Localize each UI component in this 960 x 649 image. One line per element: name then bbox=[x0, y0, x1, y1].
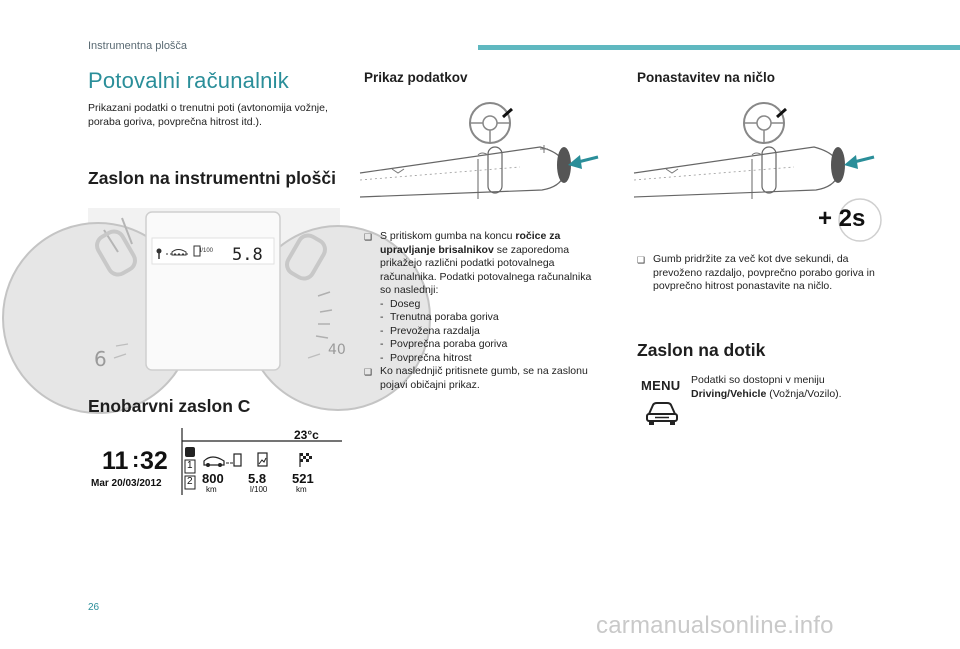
reset-stalk-illustration bbox=[634, 95, 884, 235]
touch-text-post: (Vožnja/Vozilo). bbox=[766, 388, 842, 400]
reading-consumption-unit: l/100 bbox=[250, 485, 268, 494]
instrument-panel-heading: Zaslon na instrumentni plošči bbox=[88, 168, 336, 188]
bullet-row-normal bbox=[364, 365, 604, 392]
list-item: - Trenutna poraba goriva bbox=[380, 311, 499, 323]
clock-minutes: 32 bbox=[140, 447, 168, 475]
list-item-text: Povprečna poraba goriva bbox=[390, 338, 508, 350]
list-item-text: Prevožena razdalja bbox=[390, 324, 480, 337]
touchscreen-heading: Zaslon na dotik bbox=[637, 340, 766, 360]
list-item-text: Doseg bbox=[390, 297, 421, 310]
hold-duration-badge: + 2s bbox=[818, 205, 866, 232]
list-item: - Povprečna hitrost bbox=[380, 351, 472, 364]
clock-hours: 11 bbox=[102, 447, 129, 475]
instrument-unit-label: l/100 bbox=[200, 248, 214, 254]
touch-text-pre: Podatki so dostopni v meniju bbox=[691, 374, 825, 386]
monochrome-display-illustration bbox=[80, 425, 342, 497]
reset-bullets bbox=[637, 253, 882, 294]
list-item: - Doseg bbox=[380, 297, 421, 310]
menu-vehicle-label: Vehicle bbox=[730, 388, 767, 400]
mono-display-heading: Enobarvni zaslon C bbox=[88, 396, 251, 416]
bullet-text-pre: S pritiskom gumba na koncu bbox=[380, 230, 516, 242]
bullet-text-post: se zaporedoma prikažejo različni podatki potovalnega računalnika. Podatki potovalnega računalnika so naslednji: bbox=[380, 243, 592, 296]
date-display: Mar 20/03/2012 bbox=[91, 478, 162, 489]
list-item-text: Povprečna hitrost bbox=[390, 351, 472, 364]
reading-range-value: 800 bbox=[202, 471, 224, 486]
vehicle-icon bbox=[645, 400, 679, 426]
bullet-marker-icon: ❑ bbox=[364, 232, 373, 242]
page-number: 26 bbox=[88, 602, 100, 613]
reading-distance-unit: km bbox=[296, 485, 307, 494]
reset-heading: Ponastavitev na ničlo bbox=[637, 70, 776, 85]
watermark: carmanualsonline.info bbox=[596, 612, 834, 639]
data-display-bullets bbox=[364, 230, 604, 392]
instrument-consumption-value: 5.8 bbox=[232, 245, 263, 265]
menu-separator: / bbox=[727, 388, 731, 400]
section-accent-bar bbox=[478, 45, 960, 50]
tab-1: 1 bbox=[187, 460, 193, 471]
bullet-text: Ko naslednjič pritisnete gumb, se na zaslonu pojavi običajni prikaz. bbox=[380, 365, 588, 391]
bullet-row-button bbox=[364, 230, 604, 298]
dial-number-left: 6 bbox=[94, 347, 107, 371]
tab-2: 2 bbox=[187, 476, 193, 487]
instrument-panel-illustration bbox=[88, 208, 346, 371]
menu-label: MENU bbox=[641, 378, 681, 393]
bullet-text-bold: ročice za upravljanje brisalnikov bbox=[380, 230, 561, 256]
bullet-marker-icon: ❑ bbox=[364, 367, 373, 377]
reading-range-unit: km bbox=[206, 485, 217, 494]
list-item: - Prevožena razdalja bbox=[380, 324, 480, 337]
bullet-row-reset bbox=[637, 253, 882, 294]
clock-separator: : bbox=[132, 447, 140, 472]
touchscreen-text bbox=[691, 373, 881, 401]
reading-distance-value: 521 bbox=[292, 471, 314, 486]
intro-text: Prikazani podatki o trenutni poti (avtonomija vožnje, poraba goriva, povprečna hitrost itd.). bbox=[88, 102, 328, 128]
list-item-text: Trenutna poraba goriva bbox=[390, 311, 499, 323]
page-title: Potovalni računalnik bbox=[88, 68, 289, 93]
temperature-display: 23°c bbox=[294, 428, 319, 442]
bullet-text bbox=[380, 230, 604, 298]
menu-driving-label: Driving bbox=[691, 388, 728, 400]
dial-number-right: 40 bbox=[328, 342, 346, 358]
data-display-heading: Prikaz podatkov bbox=[364, 70, 468, 85]
reading-consumption-value: 5.8 bbox=[248, 471, 267, 486]
bullet-marker-icon: ❑ bbox=[637, 255, 646, 265]
list-item: - Povprečna poraba goriva bbox=[380, 338, 508, 350]
bullet-text: Gumb pridržite za več kot dve sekundi, da prevoženo razdaljo, povprečno porabo goriva in povprečno hitrost ponastavite na ničlo. bbox=[653, 253, 875, 292]
wiper-stalk-illustration bbox=[360, 95, 600, 205]
section-label: Instrumentna plošča bbox=[88, 40, 188, 52]
